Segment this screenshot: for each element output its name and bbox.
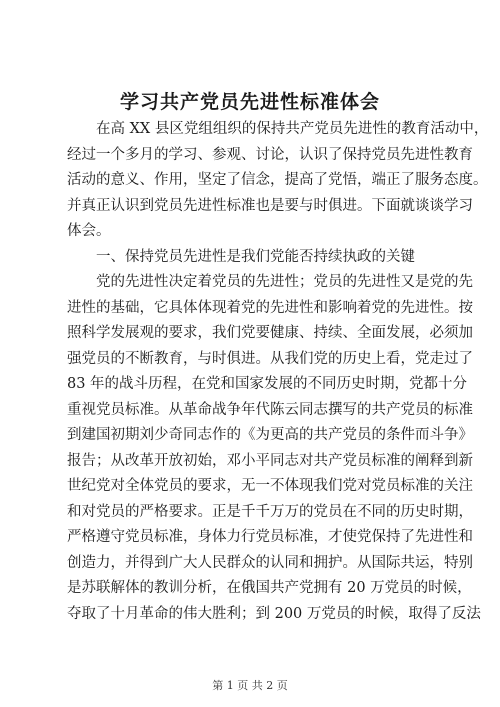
- text-line: 83 年的战斗历程，在党和国家发展的不同历史时期，党都十分: [67, 376, 468, 392]
- text-line: 照科学发展观的要求，我们党要健康、持续、全面发展，必须加: [67, 325, 473, 341]
- document-body: [67, 117, 489, 627]
- text-line: 严格遵守党员标准，身体力行党员标准，才使党保持了先进性和: [67, 529, 473, 545]
- text-line: 进性的基础，它具体体现着党的先进性和影响着党的先进性。按: [67, 299, 473, 316]
- text-line: 和对党员的严格要求。正是千千万万的党员在不同的历史时期，: [67, 503, 473, 520]
- text-line: 活动的意义、作用，坚定了信念，提高了党悟，端正了服务态度。: [67, 172, 488, 188]
- text-line: 是苏联解体的教训分析，在俄国共产党拥有 20 万党员的时候，: [67, 580, 472, 596]
- text-line: 世纪党对全体党员的要求，无一不体现我们党对党员标准的关注: [67, 478, 473, 494]
- text-line: 到建国初期刘少奇同志作的《为更高的共产党员的条件而斗争》: [67, 427, 473, 443]
- text-line: 经过一个多月的学习、参观、讨论，认识了保持党员先进性教育: [67, 146, 473, 163]
- text-line: 并真正认识到党员先进性标准也是要与时俱进。下面就谈谈学习: [67, 197, 473, 214]
- text-line: 报告；从改革开放初始，邓小平同志对共产党员标准的阐释到新: [67, 452, 473, 469]
- text-line: 在高 XX 县区党组组织的保持共产党员先进性的教育活动中，: [96, 121, 489, 137]
- text-line: 党的先进性决定着党员的先进性；党员的先进性又是党的先: [96, 274, 473, 290]
- section-heading: 一、保持党员先进性是我们党能否持续执政的关键: [96, 248, 415, 265]
- text-line: 体会。: [67, 223, 111, 239]
- text-line: 重视党员标准。从革命战争年代陈云同志撰写的共产党员的标准: [67, 401, 473, 418]
- text-line: 夺取了十月革命的伟大胜利；到 200 万党员的时候，取得了反法: [67, 605, 481, 622]
- text-line: 创造力，并得到广大人民群众的认同和拥护。从国际共运，特别: [67, 554, 473, 571]
- document-title: 学习共产党员先进性标准体会: [119, 91, 380, 113]
- page-footer: 第 1 页 共 2 页: [212, 679, 288, 692]
- text-line: 强党员的不断教育，与时俱进。从我们党的历史上看，党走过了: [67, 350, 473, 367]
